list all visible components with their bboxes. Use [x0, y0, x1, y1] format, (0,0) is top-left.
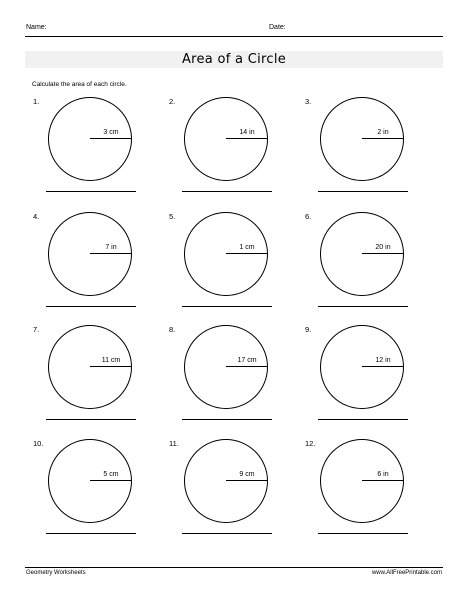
worksheet-title: Area of a Circle: [25, 51, 443, 68]
problem-number: 10.: [33, 439, 44, 448]
problem-10: [33, 439, 163, 559]
radius-label: 2 in: [377, 129, 389, 136]
radius-label: 12 in: [375, 357, 391, 364]
problem-number: 9.: [305, 325, 312, 334]
answer-line[interactable]: [318, 533, 408, 534]
answer-line[interactable]: [182, 191, 272, 192]
problem-number: 5.: [169, 212, 176, 221]
circle: [184, 212, 268, 296]
circle: [320, 97, 404, 181]
problem-number: 11.: [169, 439, 179, 448]
problem-number: 4.: [33, 212, 40, 221]
circle: [320, 212, 404, 296]
problem-8: [169, 325, 299, 445]
answer-line[interactable]: [182, 533, 272, 534]
radius-line: [90, 138, 132, 139]
answer-line[interactable]: [46, 419, 136, 420]
footer-right: www.AllFreePrintable.com: [371, 570, 442, 576]
name-label: Name:: [26, 24, 47, 31]
problem-number: 12.: [305, 439, 316, 448]
problem-5: [169, 212, 299, 332]
radius-label: 9 cm: [239, 471, 255, 478]
radius-line: [90, 253, 132, 254]
radius-label: 14 in: [239, 129, 255, 136]
radius-line: [90, 366, 132, 367]
radius-label: 3 cm: [103, 129, 119, 136]
circle: [48, 325, 132, 409]
date-label: Date:: [269, 24, 286, 31]
answer-line[interactable]: [318, 306, 408, 307]
radius-line: [226, 138, 268, 139]
problem-7: [33, 325, 163, 445]
circle: [184, 97, 268, 181]
footer-left: Geometry Worksheets: [26, 570, 86, 576]
radius-line: [362, 138, 404, 139]
radius-label: 7 in: [105, 244, 117, 251]
footer-rule: [25, 567, 443, 568]
answer-line[interactable]: [46, 306, 136, 307]
radius-line: [226, 366, 268, 367]
radius-line: [90, 480, 132, 481]
answer-line[interactable]: [182, 306, 272, 307]
radius-line: [226, 253, 268, 254]
radius-label: 20 in: [375, 244, 391, 251]
problem-2: [169, 97, 299, 217]
radius-line: [362, 253, 404, 254]
radius-label: 1 cm: [239, 244, 255, 251]
answer-line[interactable]: [46, 191, 136, 192]
problem-4: [33, 212, 163, 332]
circle: [48, 97, 132, 181]
circle: [48, 439, 132, 523]
header-rule: [25, 36, 443, 37]
problem-number: 8.: [169, 325, 176, 334]
problem-6: [305, 212, 435, 332]
problem-number: 7.: [33, 325, 40, 334]
answer-line[interactable]: [318, 191, 408, 192]
problem-number: 2.: [169, 97, 176, 106]
problem-3: [305, 97, 435, 217]
circle: [320, 325, 404, 409]
radius-line: [226, 480, 268, 481]
problem-number: 6.: [305, 212, 312, 221]
answer-line[interactable]: [318, 419, 408, 420]
problem-number: 3.: [305, 97, 312, 106]
circle: [184, 325, 268, 409]
radius-line: [362, 480, 404, 481]
problem-12: [305, 439, 435, 559]
problem-11: [169, 439, 299, 559]
circle: [48, 212, 132, 296]
radius-label: 17 cm: [237, 357, 257, 364]
problem-1: [33, 97, 163, 217]
problem-9: [305, 325, 435, 445]
instructions: Calculate the area of each circle.: [32, 81, 127, 88]
problem-number: 1.: [33, 97, 40, 106]
radius-label: 5 cm: [103, 471, 119, 478]
answer-line[interactable]: [46, 533, 136, 534]
radius-label: 11 cm: [101, 357, 121, 364]
circle: [184, 439, 268, 523]
circle: [320, 439, 404, 523]
answer-line[interactable]: [182, 419, 272, 420]
radius-line: [362, 366, 404, 367]
radius-label: 6 in: [377, 471, 389, 478]
